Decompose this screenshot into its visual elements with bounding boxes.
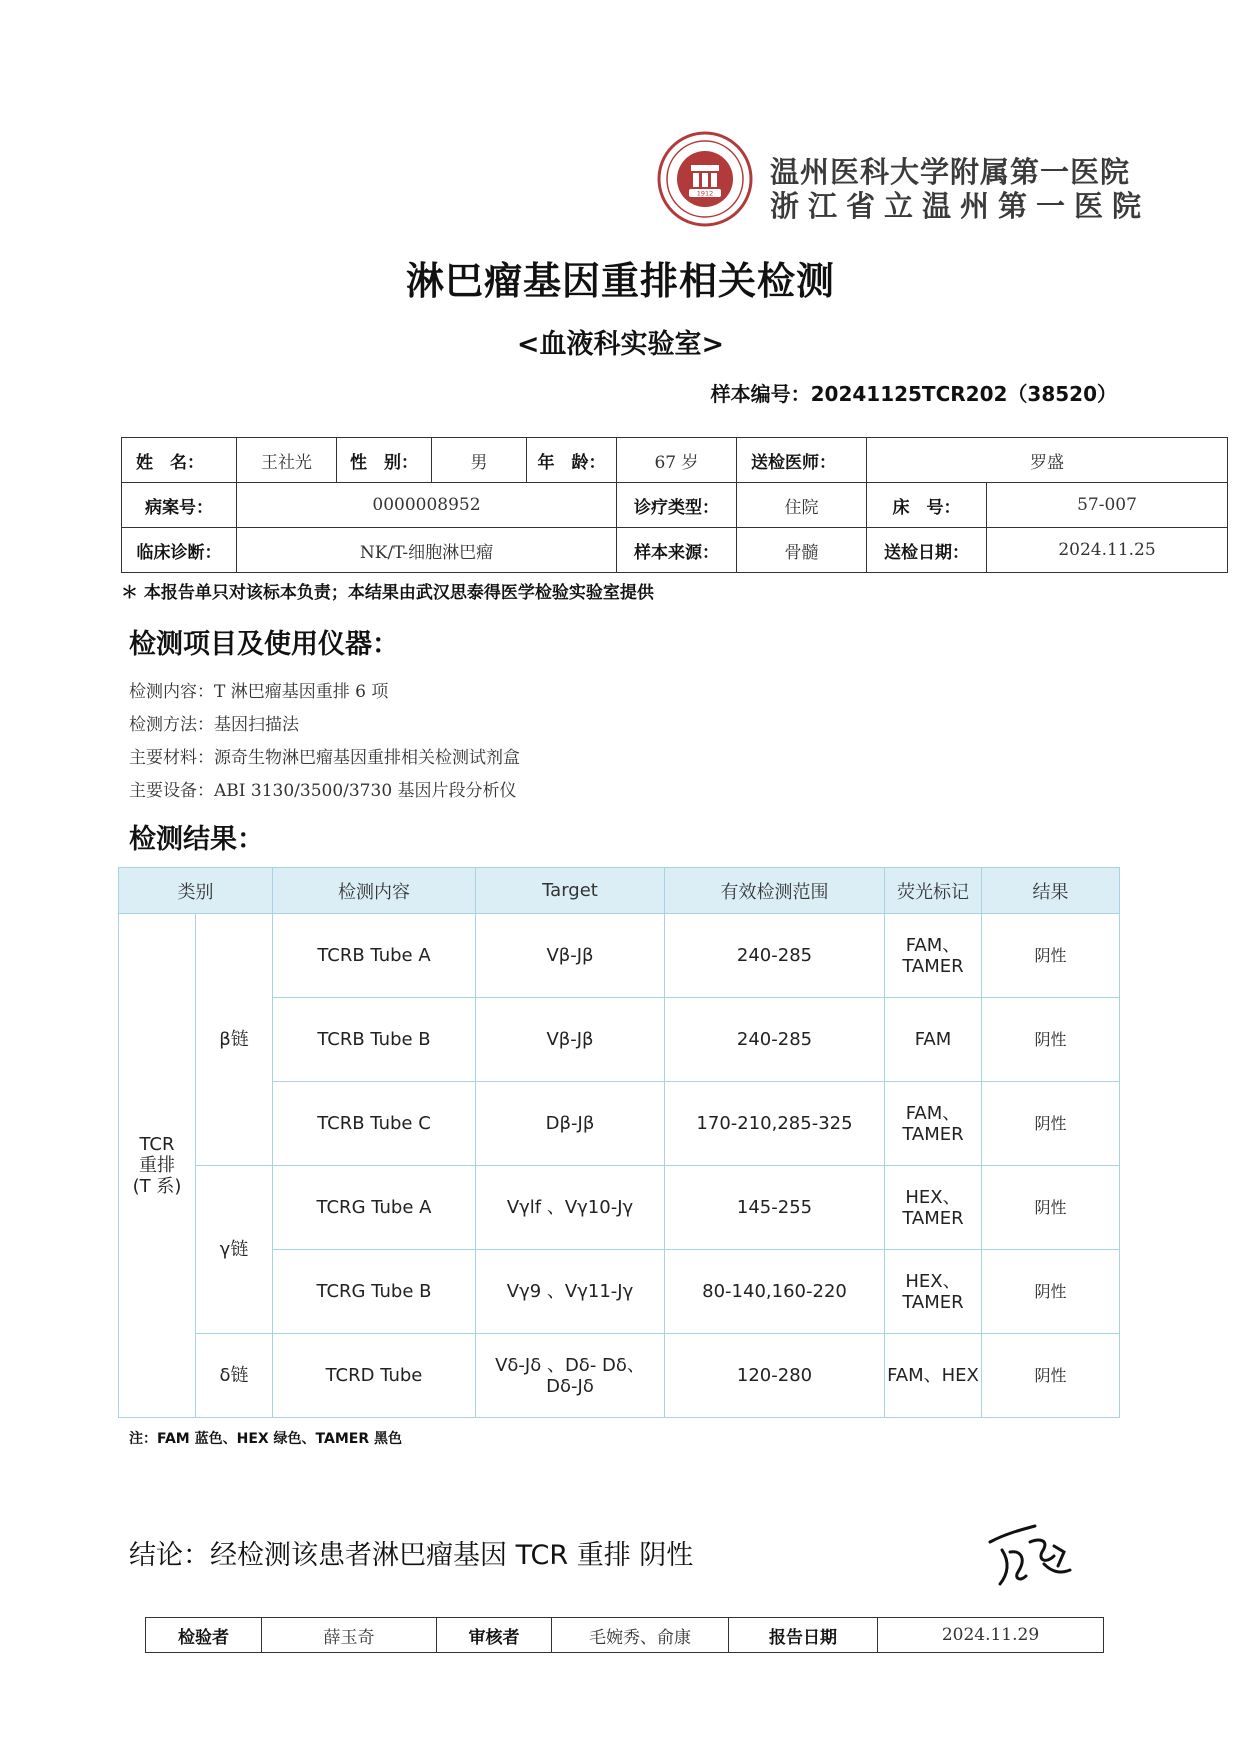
sex-label: 性 别： (337, 438, 432, 483)
row-dye (885, 1082, 982, 1166)
row-dye (885, 914, 982, 998)
footer-table (145, 1617, 1104, 1653)
results-header-row (119, 868, 1120, 914)
row-target: Vβ-Jβ (476, 998, 665, 1082)
patient-age: 67 岁 (617, 438, 737, 483)
detail-method: 检测方法：基因扫描法 (129, 715, 299, 735)
info-row (122, 483, 1228, 528)
hospital-name-secondary: 浙江省立温州第一医院 (770, 189, 1151, 223)
gamma-chain: γ链 (196, 1166, 273, 1334)
row-result: 阴性 (982, 1250, 1120, 1334)
row-range: 145-255 (665, 1166, 885, 1250)
row-result: 阴性 (982, 914, 1120, 998)
section-title-items: 检测项目及使用仪器： (129, 629, 399, 660)
beta-chain: β链 (196, 914, 273, 1166)
row-range: 240-285 (665, 998, 885, 1082)
case-number: 0000008952 (237, 483, 617, 528)
report-title: 淋巴瘤基因重排相关检测 (405, 259, 835, 303)
detail-materials: 主要材料：源奇生物淋巴瘤基因重排相关检测试剂盒 (129, 748, 520, 768)
row-result: 阴性 (982, 998, 1120, 1082)
reviewer-label: 审核者 (437, 1618, 552, 1653)
row-content: TCRD Tube (273, 1334, 476, 1418)
table-row (119, 914, 1120, 998)
dye-line: FAM、 (905, 934, 961, 956)
footer-row (146, 1618, 1104, 1653)
delta-chain: δ链 (196, 1334, 273, 1418)
dye-color-note: 注：FAM 蓝色、HEX 绿色、TAMER 黑色 (129, 1431, 402, 1447)
category-line: (T 系) (132, 1176, 182, 1197)
category-tcr (119, 914, 196, 1418)
header-result: 结果 (982, 868, 1120, 914)
header-category: 类别 (119, 868, 273, 914)
row-content: TCRG Tube A (273, 1166, 476, 1250)
disclaimer: ＊ 本报告单只对该标本负责；本结果由武汉思泰得医学检验实验室提供 (121, 583, 654, 603)
results-table (118, 867, 1120, 1418)
table-row (119, 1334, 1120, 1418)
logo-year: 1912 (696, 189, 714, 198)
row-target: Vβ-Jβ (476, 914, 665, 998)
section-title-results: 检测结果： (129, 824, 264, 855)
row-range: 80-140,160-220 (665, 1250, 885, 1334)
diagnosis-label: 临床诊断： (122, 528, 237, 573)
referring-doctor: 罗盛 (867, 438, 1228, 483)
header-content: 检测内容 (273, 868, 476, 914)
reviewer-names: 毛婉秀、俞康 (552, 1618, 729, 1653)
target-line: Dδ-Jδ (546, 1375, 594, 1397)
row-range: 170-210,285-325 (665, 1082, 885, 1166)
row-content: TCRG Tube B (273, 1250, 476, 1334)
signature-mark (980, 1512, 1080, 1592)
row-range: 120-280 (665, 1334, 885, 1418)
category-line: 重排 (139, 1155, 175, 1176)
tester-name: 薛玉奇 (262, 1618, 437, 1653)
row-result: 阴性 (982, 1334, 1120, 1418)
row-dye: FAM (885, 998, 982, 1082)
dye-line: TAMER (902, 1291, 964, 1313)
report-subtitle: <血液科实验室> (516, 329, 725, 360)
bed-number: 57-007 (987, 483, 1228, 528)
row-dye (885, 1250, 982, 1334)
bed-label: 床 号： (867, 483, 987, 528)
dye-line: TAMER (902, 1207, 964, 1229)
row-range: 240-285 (665, 914, 885, 998)
submit-date: 2024.11.25 (987, 528, 1228, 573)
dye-line: TAMER (902, 1123, 964, 1145)
dye-line: HEX、 (905, 1270, 961, 1292)
report-date: 2024.11.29 (878, 1618, 1104, 1653)
patient-name: 王社光 (237, 438, 337, 483)
header-target: Target (476, 868, 665, 914)
header-dye: 荧光标记 (885, 868, 982, 914)
row-dye: FAM、HEX (885, 1334, 982, 1418)
dye-line: TAMER (902, 955, 964, 977)
dye-line: FAM、 (905, 1102, 961, 1124)
hospital-logo (657, 131, 753, 227)
sample-number: 样本编号：20241125TCR202（38520） (710, 382, 1117, 406)
category-line: TCR (139, 1134, 175, 1155)
visit-type-label: 诊疗类型： (617, 483, 737, 528)
hospital-name-primary: 温州医科大学附属第一医院 (770, 155, 1131, 189)
visit-type: 住院 (737, 483, 867, 528)
age-label: 年 龄： (527, 438, 617, 483)
submit-date-label: 送检日期： (867, 528, 987, 573)
info-row (122, 438, 1228, 483)
row-dye (885, 1166, 982, 1250)
row-content: TCRB Tube B (273, 998, 476, 1082)
table-row (119, 1166, 1120, 1250)
detail-content: 检测内容：T 淋巴瘤基因重排 6 项 (129, 682, 389, 702)
target-line: Vδ-Jδ 、Dδ- Dδ、 (495, 1354, 645, 1376)
sample-source: 骨髓 (737, 528, 867, 573)
info-row (122, 528, 1228, 573)
patient-info-table (121, 437, 1228, 573)
report-date-label: 报告日期 (729, 1618, 878, 1653)
row-target: Vγ9 、Vγ11-Jγ (476, 1250, 665, 1334)
sample-source-label: 样本来源： (617, 528, 737, 573)
row-content: TCRB Tube A (273, 914, 476, 998)
detail-equipment: 主要设备：ABI 3130/3500/3730 基因片段分析仪 (129, 781, 517, 801)
doctor-label: 送检医师： (737, 438, 867, 483)
row-content: TCRB Tube C (273, 1082, 476, 1166)
name-label: 姓 名： (122, 438, 237, 483)
header-range: 有效检测范围 (665, 868, 885, 914)
row-result: 阴性 (982, 1166, 1120, 1250)
row-target: Dβ-Jβ (476, 1082, 665, 1166)
tester-label: 检验者 (146, 1618, 262, 1653)
row-result: 阴性 (982, 1082, 1120, 1166)
dye-line: HEX、 (905, 1186, 961, 1208)
patient-sex: 男 (432, 438, 527, 483)
row-target (476, 1334, 665, 1418)
clinical-diagnosis: NK/T-细胞淋巴瘤 (237, 528, 617, 573)
case-no-label: 病案号： (122, 483, 237, 528)
conclusion: 结论：经检测该患者淋巴瘤基因 TCR 重排 阴性 (129, 1540, 694, 1571)
row-target: Vγlf 、Vγ10-Jγ (476, 1166, 665, 1250)
